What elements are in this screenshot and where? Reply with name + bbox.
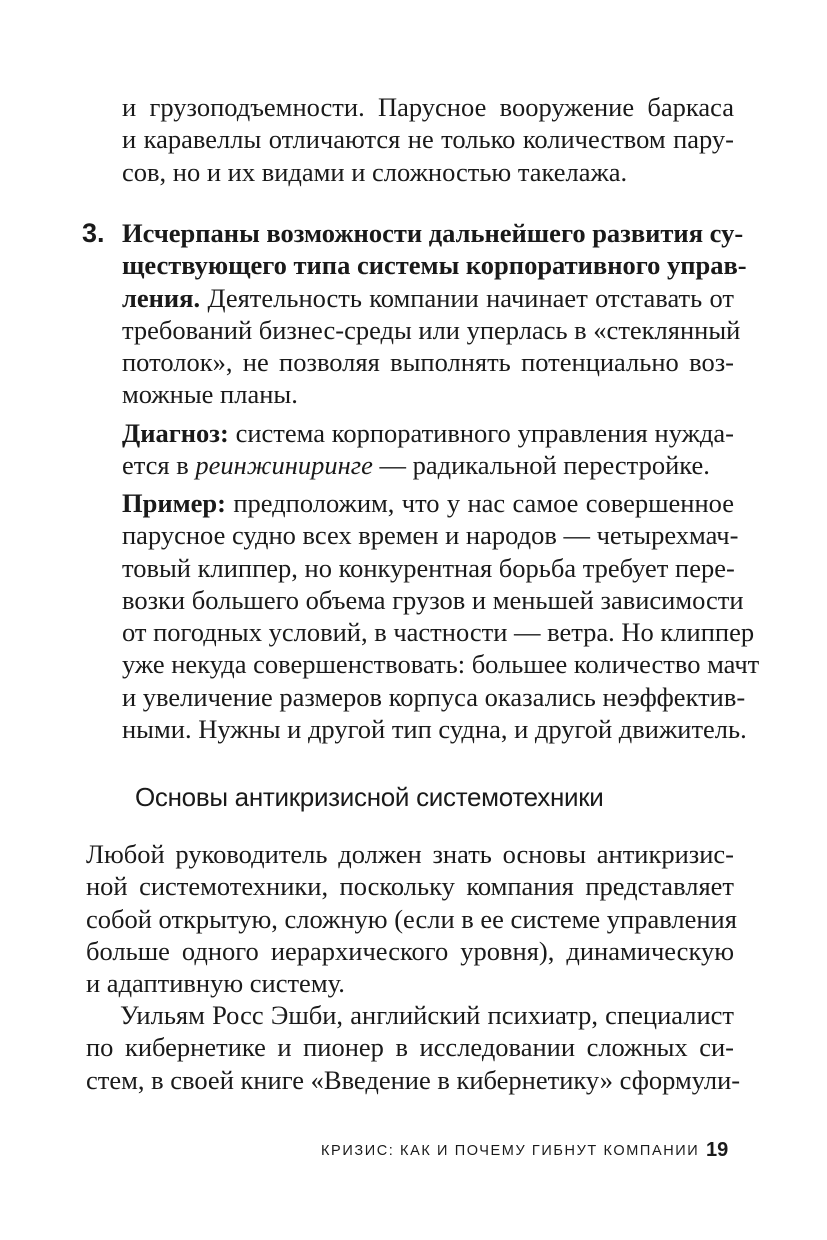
body-paragraph-2 <box>86 999 741 1096</box>
text-line: по кибернетике и пионер в исследовании сложных си- <box>86 1032 734 1063</box>
text-line: Любой руководитель должен знать основы антикризис- <box>86 839 734 869</box>
text-line: потолок», не позволяя выполнять потенциально воз- <box>122 347 734 378</box>
text-line: ными. Нужны и другой тип судна, и другой движитель. <box>122 714 747 745</box>
diagnosis-label: Диагноз: <box>122 418 229 448</box>
text-line <box>122 487 734 519</box>
text-fragment: ется в <box>122 450 196 481</box>
text-line: ной системотехники, поскольку компания представляет <box>86 871 734 902</box>
text-line: и каравеллы отличаются не только количеством пару- <box>122 124 734 155</box>
text-line: ществующего типа системы корпоративного управ- <box>122 250 747 281</box>
italic-term: реинжиниринге <box>195 450 373 481</box>
text-fragment: система корпоративного управления нужда- <box>228 418 734 448</box>
example-label: Пример: <box>122 488 226 518</box>
list-item-3 <box>122 217 747 411</box>
text-line: и адаптивную систему. <box>86 968 345 999</box>
text-line <box>122 282 734 314</box>
text-line <box>122 449 734 481</box>
text-line: собой открытую, сложную (если в ее системе управления <box>86 903 737 934</box>
text-line: больше одного иерархического уровня), динамическую <box>86 935 734 966</box>
text-line: можные планы. <box>122 379 298 410</box>
text-line: товый клиппер, но конкурентная борьба требует пере- <box>122 552 735 583</box>
running-title: КРИЗИС: КАК И ПОЧЕМУ ГИБНУТ КОМПАНИИ <box>321 1143 700 1159</box>
page-number: 19 <box>706 1139 729 1161</box>
text-line: от погодных условий, в частности — ветра. Но клиппер <box>122 617 755 648</box>
text-line: сов, но и их видами и сложностью такелажа. <box>122 156 628 187</box>
list-number: 3. <box>82 218 105 248</box>
text-line: и грузоподъемности. Парусное вооружение баркаса <box>122 92 734 122</box>
example-paragraph <box>122 487 760 745</box>
text-line: уже некуда совершенствовать: большее количество мачт <box>122 649 760 680</box>
bold-fragment: ления. <box>122 282 201 313</box>
text-fragment: предположим, что у нас самое совершенное <box>226 488 734 518</box>
text-line: стем, в своей книге «Введение в кибернетику» сформули- <box>86 1064 741 1095</box>
text-line: и увеличение размеров корпуса оказались неэффектив- <box>122 681 746 712</box>
continuation-paragraph <box>122 91 734 188</box>
text-line: Уильям Росс Эшби, английский психиатр, специалист <box>120 1000 734 1030</box>
text-line: Исчерпаны возможности дальнейшего развития су- <box>122 218 744 248</box>
text-fragment: Деятельность компании начинает отставать от <box>200 282 734 313</box>
text-line: парусное судно всех времен и народов — четырехмач- <box>122 520 739 551</box>
text-fragment: — радикальной перестройке. <box>372 450 710 481</box>
body-paragraph-1 <box>86 838 737 999</box>
text-line <box>122 417 734 449</box>
text-line: требований бизнес-среды или уперлась в «стеклянный <box>122 314 741 345</box>
text-line: возки большего объема грузов и меньшей зависимости <box>122 584 744 615</box>
section-heading: Основы антикризисной системотехники <box>135 782 604 812</box>
diagnosis-paragraph <box>122 417 734 482</box>
